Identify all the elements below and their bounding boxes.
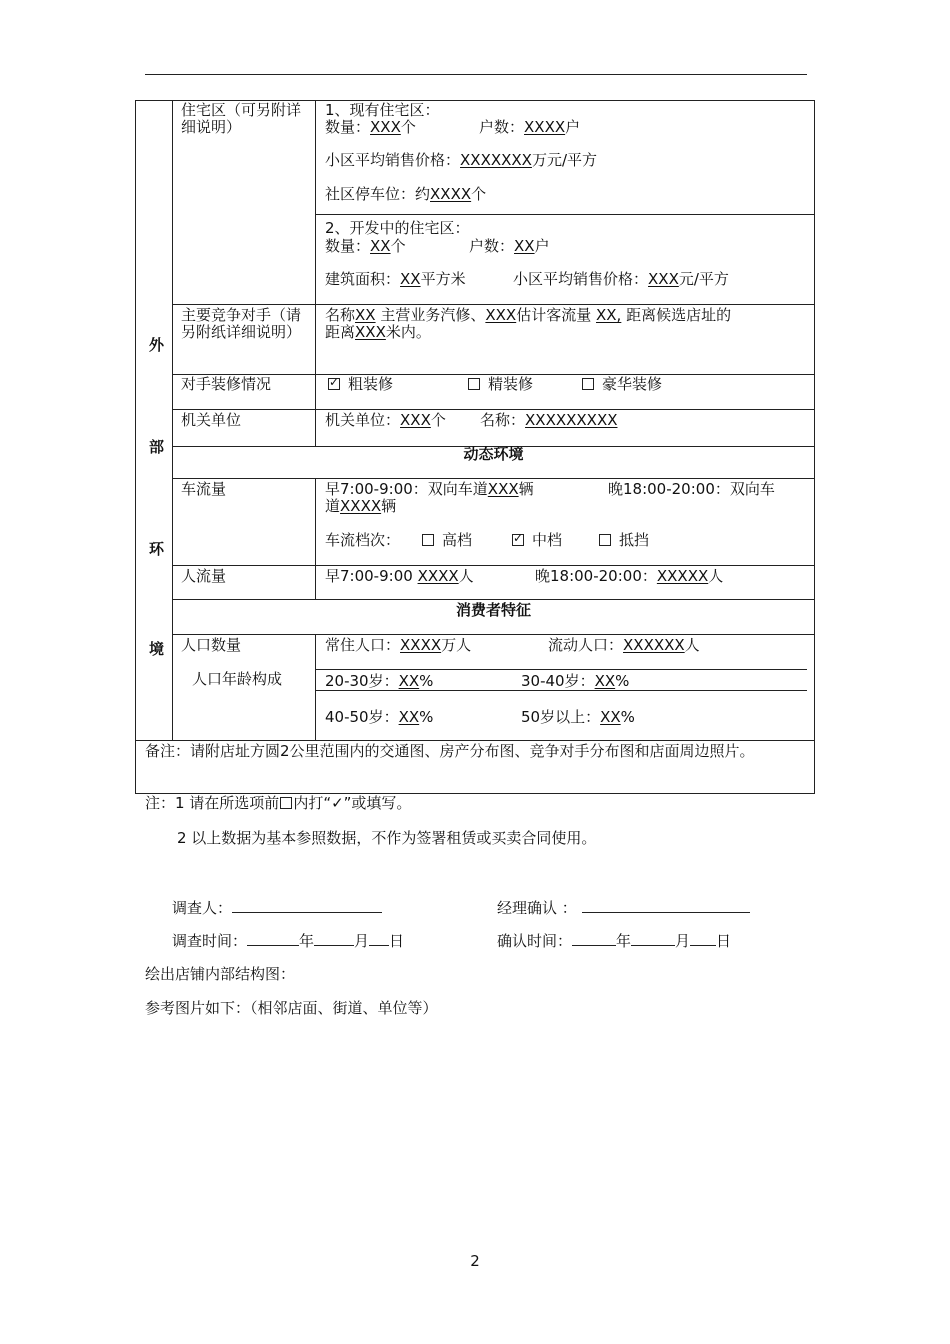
dev-price-line bbox=[513, 271, 729, 288]
dev-count-label: 数量： bbox=[325, 237, 371, 255]
dev-count-unit: 个 bbox=[390, 237, 406, 255]
reference-images-instruction: 参考图片如下：（相邻店面、街道、单位等） bbox=[145, 999, 438, 1017]
note-1-prefix: 注：1 请在所选项前 bbox=[145, 794, 280, 812]
avg-price-line bbox=[325, 152, 597, 169]
traffic-grade-low[interactable] bbox=[599, 532, 649, 549]
competitor-business-value: XXX bbox=[485, 306, 517, 324]
resident-value: XXXX bbox=[400, 636, 442, 654]
survey-month-blank[interactable] bbox=[314, 931, 354, 946]
area-value: XX bbox=[400, 270, 421, 288]
dev-count-line bbox=[325, 238, 406, 255]
age-40-50-value: XX bbox=[398, 708, 420, 726]
checkbox-checked-icon[interactable] bbox=[512, 534, 524, 546]
people-evening-value: XXXXX bbox=[656, 567, 709, 585]
existing-count-value: XXX bbox=[370, 118, 401, 136]
people-evening-text: 晚18:00-20:00： bbox=[535, 567, 657, 585]
competitor-text-6: 米内。 bbox=[385, 323, 431, 341]
age-50-plus-pct: % bbox=[620, 708, 635, 726]
dev-price-unit: 元/平方 bbox=[678, 270, 729, 288]
traffic-evening-line bbox=[325, 498, 396, 515]
resident-line bbox=[325, 637, 471, 654]
age-30-40-value: XX bbox=[594, 672, 616, 690]
population-label: 人口数量 bbox=[181, 636, 242, 654]
dev-households-value: XX bbox=[514, 237, 535, 255]
age-40-50 bbox=[325, 709, 433, 726]
survey-table bbox=[135, 100, 815, 794]
people-morning-line bbox=[325, 568, 474, 585]
checkbox-checked-icon[interactable] bbox=[328, 378, 340, 390]
avg-price-unit: 万元/平方 bbox=[531, 151, 598, 169]
agency-count-value: XXX bbox=[400, 411, 431, 429]
page-number: 2 bbox=[470, 1252, 480, 1270]
survey-day-blank[interactable] bbox=[369, 931, 389, 946]
dev-households-line bbox=[469, 238, 550, 255]
label-divider-upper bbox=[315, 100, 316, 446]
traffic-evening-unit: 辆 bbox=[381, 497, 397, 515]
traffic-evening-value: XXXX bbox=[340, 497, 382, 515]
note-2: 2 以上数据为基本参照数据，不作为签署租赁或买卖合同使用。 bbox=[177, 829, 597, 847]
traffic-evening-text: 晚18:00-20:00：双向车 bbox=[608, 480, 775, 498]
resident-unit: 万人 bbox=[441, 636, 472, 654]
area-line bbox=[325, 271, 466, 288]
people-morning-value: XXXX bbox=[417, 567, 459, 585]
dev-price-label: 小区平均销售价格： bbox=[513, 270, 649, 288]
age-40-50-label: 40-50岁： bbox=[325, 708, 399, 726]
agency-name-label: 名称： bbox=[480, 411, 526, 429]
existing-count-line bbox=[325, 119, 416, 136]
agency-count-label: 机关单位： bbox=[325, 411, 401, 429]
area-label: 建筑面积： bbox=[325, 270, 401, 288]
row-line-1 bbox=[172, 304, 815, 305]
surveyor-field[interactable] bbox=[172, 897, 382, 918]
manager-field[interactable] bbox=[497, 897, 750, 918]
checkbox-icon[interactable] bbox=[599, 534, 611, 546]
competitor-text-4: 距离候选店址的 bbox=[626, 306, 732, 324]
manager-blank[interactable] bbox=[582, 898, 750, 913]
parking-unit: 个 bbox=[471, 185, 487, 203]
manager-label: 经理确认 ： bbox=[497, 899, 577, 917]
competitor-label: 主要竞争对手（请另附纸详细说明） bbox=[181, 306, 302, 341]
floating-line bbox=[548, 637, 700, 654]
floating-value: XXXXXX bbox=[623, 636, 685, 654]
competitor-name-value: XX bbox=[355, 306, 376, 324]
survey-day-label: 日 bbox=[389, 932, 405, 950]
surveyor-blank[interactable] bbox=[232, 898, 382, 913]
age-label: 人口年龄构成 bbox=[192, 670, 283, 688]
age-30-40 bbox=[521, 673, 629, 690]
dynamic-env-header: 动态环境 bbox=[463, 445, 524, 463]
confirm-date-label: 确认时间： bbox=[497, 932, 573, 950]
survey-year-label: 年 bbox=[299, 932, 315, 950]
decoration-option-luxury[interactable] bbox=[582, 376, 662, 393]
competitor-text-5: 距离 bbox=[325, 323, 356, 341]
floating-unit: 人 bbox=[684, 636, 700, 654]
dev-households-label: 户数： bbox=[469, 237, 515, 255]
row-line-3 bbox=[172, 409, 815, 410]
dev-price-value: XXX bbox=[648, 270, 679, 288]
decoration-option-rough-label: 粗装修 bbox=[348, 375, 394, 393]
age-40-50-pct: % bbox=[419, 708, 434, 726]
confirm-day-label: 日 bbox=[716, 932, 732, 950]
label-divider-middle bbox=[315, 478, 316, 599]
existing-households-label: 户数： bbox=[479, 118, 525, 136]
people-evening-unit: 人 bbox=[708, 567, 724, 585]
traffic-morning-text: 早7:00-9:00：双向车道 bbox=[325, 480, 488, 498]
side-label-2: 部 bbox=[149, 438, 165, 456]
traffic-morning-line bbox=[325, 481, 534, 498]
avg-price-label: 小区平均销售价格： bbox=[325, 151, 461, 169]
traffic-grade-low-label: 抵挡 bbox=[619, 531, 650, 549]
row-line-8 bbox=[172, 634, 815, 635]
agency-name-value: XXXXXXXXX bbox=[525, 411, 618, 429]
existing-count-unit: 个 bbox=[400, 118, 416, 136]
surveyor-label: 调查人： bbox=[172, 899, 233, 917]
survey-date-label: 调查时间： bbox=[172, 932, 248, 950]
confirm-year-label: 年 bbox=[616, 932, 632, 950]
age-20-30 bbox=[325, 673, 433, 690]
decoration-option-fine[interactable] bbox=[468, 376, 533, 393]
label-divider-lower bbox=[315, 634, 316, 740]
decoration-option-luxury-label: 豪华装修 bbox=[602, 375, 663, 393]
dev-households-unit: 户 bbox=[534, 237, 550, 255]
decoration-option-rough[interactable] bbox=[328, 376, 393, 393]
note-1-suffix: 内打“✓”或填写。 bbox=[293, 794, 412, 812]
side-label-3: 环 bbox=[149, 540, 165, 558]
housing-divider bbox=[315, 214, 815, 215]
floating-label: 流动人口： bbox=[548, 636, 624, 654]
age-20-30-pct: % bbox=[419, 672, 434, 690]
age-20-30-value: XX bbox=[398, 672, 420, 690]
parking-value: XXXX bbox=[430, 185, 472, 203]
checkbox-icon bbox=[280, 797, 292, 809]
survey-year-blank[interactable] bbox=[247, 931, 299, 946]
dev-count-value: XX bbox=[370, 237, 391, 255]
consumer-header: 消费者特征 bbox=[455, 601, 531, 619]
age-50-plus-label: 50岁以上： bbox=[521, 708, 601, 726]
age-50-plus bbox=[521, 709, 635, 726]
competitor-flow-value: XX, bbox=[596, 306, 622, 324]
existing-households-unit: 户 bbox=[565, 118, 581, 136]
housing-label: 住宅区（可另附详细说明） bbox=[181, 101, 302, 136]
people-morning-unit: 人 bbox=[458, 567, 474, 585]
age-20-30-label: 20-30岁： bbox=[325, 672, 399, 690]
age-50-plus-value: XX bbox=[600, 708, 621, 726]
resident-label: 常住人口： bbox=[325, 636, 401, 654]
decoration-option-fine-label: 精装修 bbox=[488, 375, 534, 393]
checkbox-icon[interactable] bbox=[582, 378, 594, 390]
row-line-6 bbox=[172, 565, 815, 566]
decoration-label: 对手装修情况 bbox=[181, 375, 272, 393]
survey-date-field[interactable] bbox=[172, 930, 404, 951]
age-line-2 bbox=[315, 690, 807, 691]
side-divider bbox=[172, 100, 173, 740]
confirm-month-blank[interactable] bbox=[631, 931, 675, 946]
competitor-line-2 bbox=[325, 324, 431, 341]
traffic-morning-unit: 辆 bbox=[518, 480, 534, 498]
area-unit: 平方米 bbox=[420, 270, 466, 288]
age-30-40-label: 30-40岁： bbox=[521, 672, 595, 690]
existing-households-line bbox=[479, 119, 580, 136]
competitor-text-2: 主营业务汽修、 bbox=[380, 306, 486, 324]
side-label-1: 外 bbox=[149, 336, 165, 354]
draw-store-instruction: 绘出店铺内部结构图： bbox=[145, 965, 296, 983]
competitor-line-1 bbox=[325, 307, 731, 324]
competitor-text-3: 估计客流量 bbox=[516, 306, 592, 324]
confirm-day-blank[interactable] bbox=[690, 931, 716, 946]
row-line-5 bbox=[172, 478, 815, 479]
checkbox-icon[interactable] bbox=[468, 378, 480, 390]
existing-title: 1、现有住宅区： bbox=[325, 101, 440, 119]
side-label-4: 境 bbox=[149, 640, 165, 658]
agency-name-line bbox=[480, 412, 618, 429]
competitor-text-1: 名称 bbox=[325, 306, 356, 324]
checkbox-icon[interactable] bbox=[422, 534, 434, 546]
agency-count-line bbox=[325, 412, 446, 429]
confirm-year-blank[interactable] bbox=[572, 931, 616, 946]
traffic-morning-value: XXX bbox=[487, 480, 519, 498]
traffic-grade-mid-label: 中档 bbox=[532, 531, 563, 549]
existing-count-label: 数量： bbox=[325, 118, 371, 136]
traffic-evening-text-2: 道 bbox=[325, 497, 341, 515]
competitor-distance-value: XXX bbox=[355, 323, 386, 341]
dev-title: 2、开发中的住宅区： bbox=[325, 219, 470, 237]
note-1 bbox=[145, 795, 411, 812]
parking-label: 社区停车位：约 bbox=[325, 185, 431, 203]
people-morning-text: 早7:00-9:00 bbox=[325, 567, 413, 585]
traffic-grade-high[interactable] bbox=[422, 532, 472, 549]
parking-line bbox=[325, 186, 486, 203]
traffic-grade-label: 车流档次： bbox=[325, 531, 401, 549]
confirm-date-field[interactable] bbox=[497, 930, 731, 951]
people-evening-line bbox=[535, 568, 723, 585]
avg-price-value: XXXXXXX bbox=[460, 151, 532, 169]
traffic-grade-high-label: 高档 bbox=[442, 531, 473, 549]
age-line-1 bbox=[315, 669, 807, 670]
traffic-label: 车流量 bbox=[181, 480, 227, 498]
survey-month-label: 月 bbox=[354, 932, 370, 950]
people-label: 人流量 bbox=[181, 567, 227, 585]
existing-households-value: XXXX bbox=[524, 118, 566, 136]
row-line-remark bbox=[135, 740, 815, 741]
remark: 备注：请附店址方圆2公里范围内的交通图、房产分布图、竞争对手分布图和店面周边照片。 bbox=[145, 742, 755, 760]
agency-count-unit: 个 bbox=[430, 411, 446, 429]
agency-label: 机关单位 bbox=[181, 411, 242, 429]
age-30-40-pct: % bbox=[615, 672, 630, 690]
row-line-7 bbox=[172, 599, 815, 600]
header-rule bbox=[145, 74, 807, 75]
confirm-month-label: 月 bbox=[675, 932, 691, 950]
traffic-grade-mid[interactable] bbox=[512, 532, 562, 549]
table-border-left bbox=[135, 100, 136, 794]
